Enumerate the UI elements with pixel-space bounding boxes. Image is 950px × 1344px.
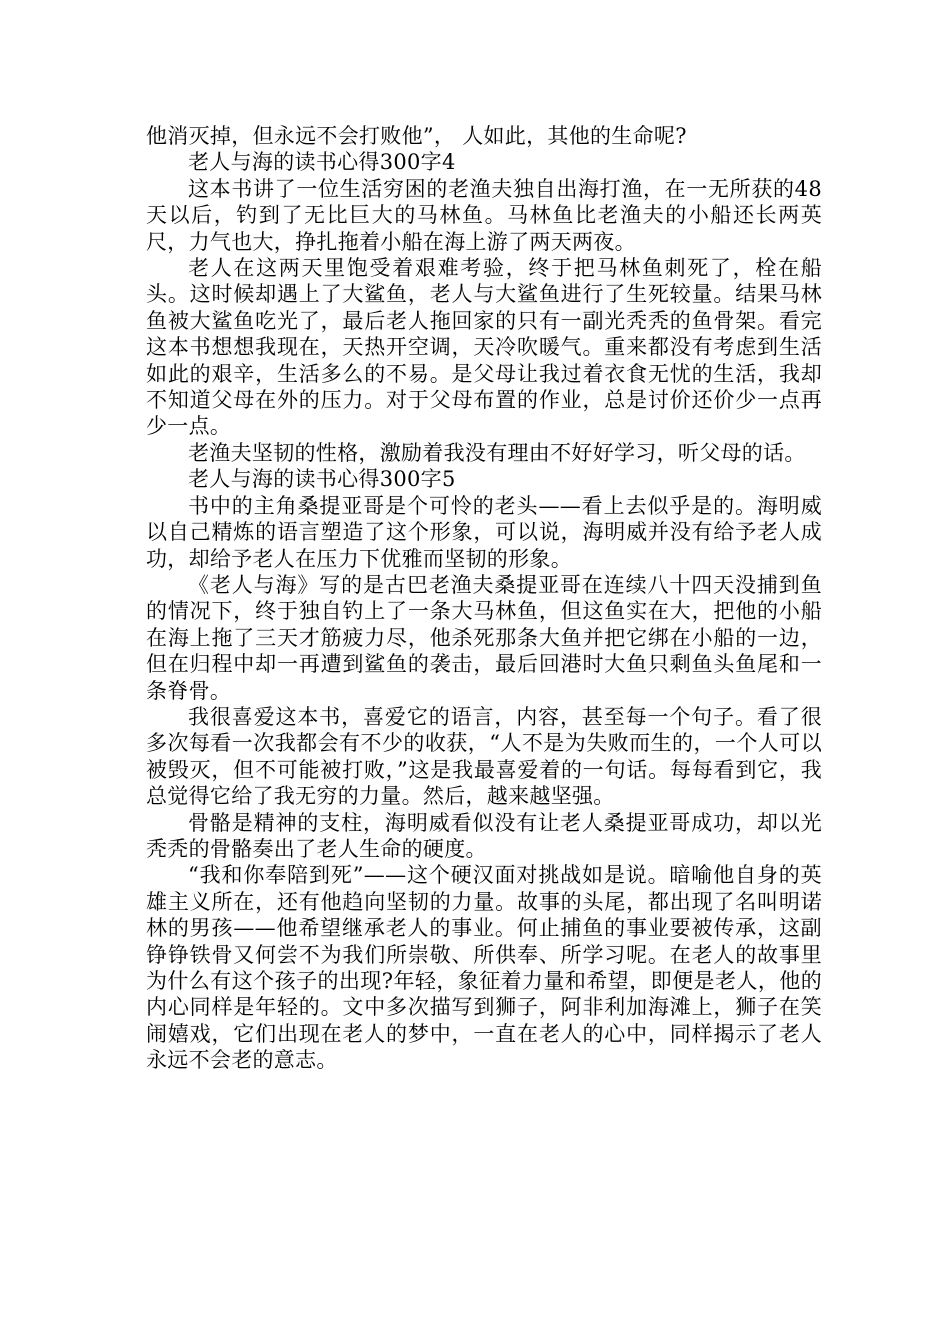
paragraph: 骨骼是精神的支柱，海明威看似没有让老人桑提亚哥成功，却以光秃秃的骨骼奏出了老人生命的硬度。	[146, 810, 822, 861]
section-heading-4: 老人与海的读书心得300字4	[188, 150, 456, 175]
paragraph: 老人在这两天里饱受着艰难考验，终于把马林鱼刺死了，栓在船头。这时候却遇上了大鲨鱼，老人与大鲨鱼进行了生死较量。结果马林鱼被大鲨鱼吃光了，最后老人拖回家的只有一副光秃秃的鱼骨架。看完这本书想想我现在，天热开空调，天冷吹暖气。重来都没有考虑到生活如此的艰辛，生活多么的不易。是父母让我过着衣食无忧的生活，我却不知道父母在外的压力。对于父母布置的作业，总是讨价还价少一点再少一点。	[146, 256, 822, 439]
paragraph: 《老人与海》写的是古巴老渔夫桑提亚哥在连续八十四天没捕到鱼的情况下，终于独自钓上了一条大马林鱼，但这鱼实在大，把他的小船在海上拖了三天才筋疲力尽，他杀死那条大鱼并把它绑在小船的一边，但在归程中却一再遭到鲨鱼的袭击，最后回港时大鱼只剩鱼头鱼尾和一条脊骨。	[146, 572, 822, 703]
document-body	[146, 123, 822, 1074]
paragraph: 这本书讲了一位生活穷困的老渔夫独自出海打渔，在一无所获的48天以后，钓到了无比巨大的马林鱼。马林鱼比老渔夫的小船还长两英尺，力气也大，挣扎拖着小船在海上游了两天两夜。	[146, 176, 822, 254]
paragraph-continuation: 他消灭掉，但永远不会打败他”， 人如此，其他的生命呢?	[146, 124, 687, 148]
paragraph: 书中的主角桑提亚哥是个可怜的老头——看上去似乎是的。海明威以自己精炼的语言塑造了这个形象，可以说，海明威并没有给予老人成功，却给予老人在压力下优雅而坚韧的形象。	[146, 493, 822, 571]
paragraph: “我和你奉陪到死”——这个硬汉面对挑战如是说。暗喻他自身的英雄主义所在，还有他趋向坚韧的力量。故事的头尾，都出现了名叫明诺林的男孩——他希望继承老人的事业。何止捕鱼的事业要被传承，这副铮铮铁骨又何尝不为我们所崇敬、所供奉、所学习呢。在老人的故事里为什么有这个孩子的出现?年轻，象征着力量和希望，即便是老人，他的内心同样是年轻的。文中多次描写到狮子，阿非利加海滩上，狮子在笑闹嬉戏，它们出现在老人的梦中，一直在老人的心中，同样揭示了老人永远不会老的意志。	[146, 863, 822, 1073]
paragraph: 老渔夫坚韧的性格，激励着我没有理由不好好学习，听父母的话。	[188, 440, 806, 465]
section-heading-5: 老人与海的读书心得300字5	[188, 467, 456, 492]
paragraph: 我很喜爱这本书，喜爱它的语言，内容，甚至每一个句子。看了很多次每看一次我都会有不少的收获，“人不是为失败而生的，一个人可以被毁灭，但不可能被打败，”这是我最喜爱着的一句话。每每看到它，我总觉得它给了我无穷的力量。然后，越来越坚强。	[146, 704, 822, 809]
